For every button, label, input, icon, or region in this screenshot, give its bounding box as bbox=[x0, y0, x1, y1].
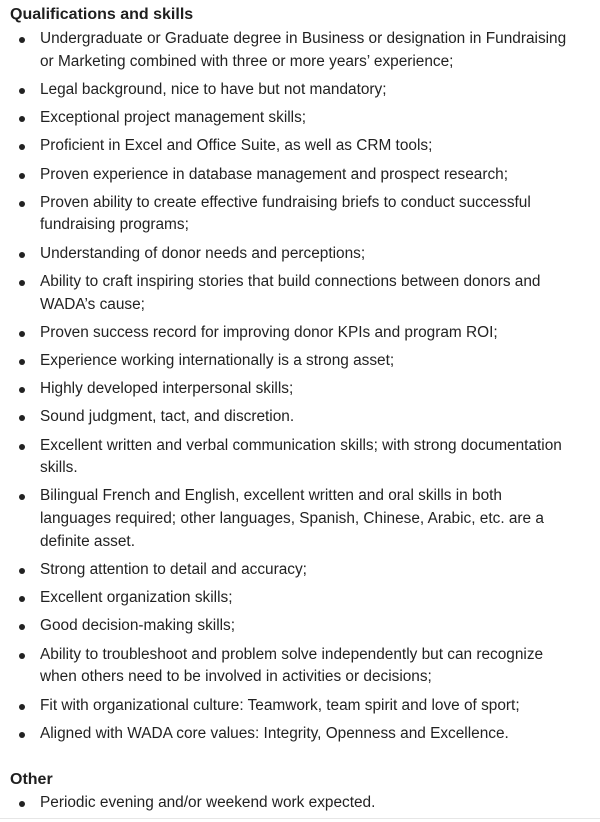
list-item bbox=[0, 615, 600, 638]
list-item-text: Good decision-making skills; bbox=[40, 617, 236, 635]
list-item bbox=[0, 644, 600, 689]
list-item bbox=[0, 28, 600, 73]
bullet-icon bbox=[19, 252, 25, 258]
list-item-text: Legal background, nice to have but not mandatory; bbox=[40, 80, 387, 98]
list-item-text: Excellent organization skills; bbox=[40, 589, 233, 607]
list-item bbox=[0, 79, 600, 102]
list-item bbox=[0, 695, 600, 718]
list-item-text: Aligned with WADA core values: Integrity, Openness and Excellence. bbox=[40, 724, 509, 742]
bullet-icon bbox=[19, 568, 25, 574]
bullet-icon bbox=[19, 596, 25, 602]
list-item bbox=[0, 192, 600, 237]
qualifications-list bbox=[0, 28, 600, 745]
list-item-text: Highly developed interpersonal skills; bbox=[40, 380, 294, 398]
bullet-icon bbox=[19, 415, 25, 421]
bullet-icon bbox=[19, 144, 25, 150]
list-item-text: Bilingual French and English, excellent written and oral skills in both languages required; other languages, Spanish, Chinese, Arabic, etc. are a definite asset. bbox=[40, 487, 544, 550]
list-item-text: Understanding of donor needs and perceptions; bbox=[40, 244, 366, 262]
list-item-text: Ability to craft inspiring stories that build connections between donors and WADA’s cause; bbox=[40, 272, 541, 313]
bullet-icon bbox=[19, 88, 25, 94]
list-item bbox=[0, 378, 600, 401]
bullet-icon bbox=[19, 624, 25, 630]
list-item bbox=[0, 723, 600, 746]
bullet-icon bbox=[19, 653, 25, 659]
divider bbox=[0, 818, 600, 819]
bullet-icon bbox=[19, 732, 25, 738]
list-item-text: Undergraduate or Graduate degree in Business or designation in Fundraising or Marketing combined with three or more years’ experience; bbox=[40, 30, 567, 70]
list-item-text: Proven success record for improving donor KPIs and program ROI; bbox=[40, 323, 498, 341]
list-item bbox=[0, 435, 600, 480]
bullet-icon bbox=[19, 37, 25, 43]
list-item bbox=[0, 792, 600, 815]
bullet-icon bbox=[19, 116, 25, 122]
list-item-text: Proven experience in database management and prospect research; bbox=[40, 165, 508, 183]
bullet-icon bbox=[19, 801, 25, 807]
list-item-text: Proficient in Excel and Office Suite, as well as CRM tools; bbox=[40, 137, 433, 155]
other-list bbox=[0, 792, 600, 815]
list-item-text: Experience working internationally is a strong asset; bbox=[40, 351, 395, 369]
bullet-icon bbox=[19, 704, 25, 710]
list-item bbox=[0, 164, 600, 187]
bullet-icon bbox=[19, 173, 25, 179]
list-item bbox=[0, 406, 600, 429]
list-item-text: Sound judgment, tact, and discretion. bbox=[40, 408, 295, 426]
list-item bbox=[0, 350, 600, 373]
bullet-icon bbox=[19, 331, 25, 337]
list-item bbox=[0, 587, 600, 610]
bullet-icon bbox=[19, 201, 25, 207]
list-item bbox=[0, 135, 600, 158]
list-item-text: Proven ability to create effective fundraising briefs to conduct successful fundraising programs; bbox=[40, 193, 531, 234]
list-item bbox=[0, 485, 600, 553]
list-item-text: Excellent written and verbal communication skills; with strong documentation skills. bbox=[40, 436, 562, 477]
other-heading: Other bbox=[10, 771, 53, 788]
bullet-icon bbox=[19, 444, 25, 450]
list-item bbox=[0, 243, 600, 266]
list-item bbox=[0, 322, 600, 345]
bullet-icon bbox=[19, 280, 25, 286]
list-item-text: Exceptional project management skills; bbox=[40, 109, 307, 127]
list-item-text: Strong attention to detail and accuracy; bbox=[40, 561, 307, 579]
qualifications-heading: Qualifications and skills bbox=[10, 6, 194, 23]
list-item-text: Fit with organizational culture: Teamwork, team spirit and love of sport; bbox=[40, 696, 520, 714]
list-item bbox=[0, 107, 600, 130]
list-item bbox=[0, 271, 600, 316]
list-item-text: Ability to troubleshoot and problem solve independently but can recognize when others need to be involved in activities or decisions; bbox=[40, 645, 544, 686]
list-item-text: Periodic evening and/or weekend work expected. bbox=[40, 794, 376, 811]
bullet-icon bbox=[19, 387, 25, 393]
list-item bbox=[0, 559, 600, 582]
bullet-icon bbox=[19, 494, 25, 500]
bullet-icon bbox=[19, 359, 25, 365]
